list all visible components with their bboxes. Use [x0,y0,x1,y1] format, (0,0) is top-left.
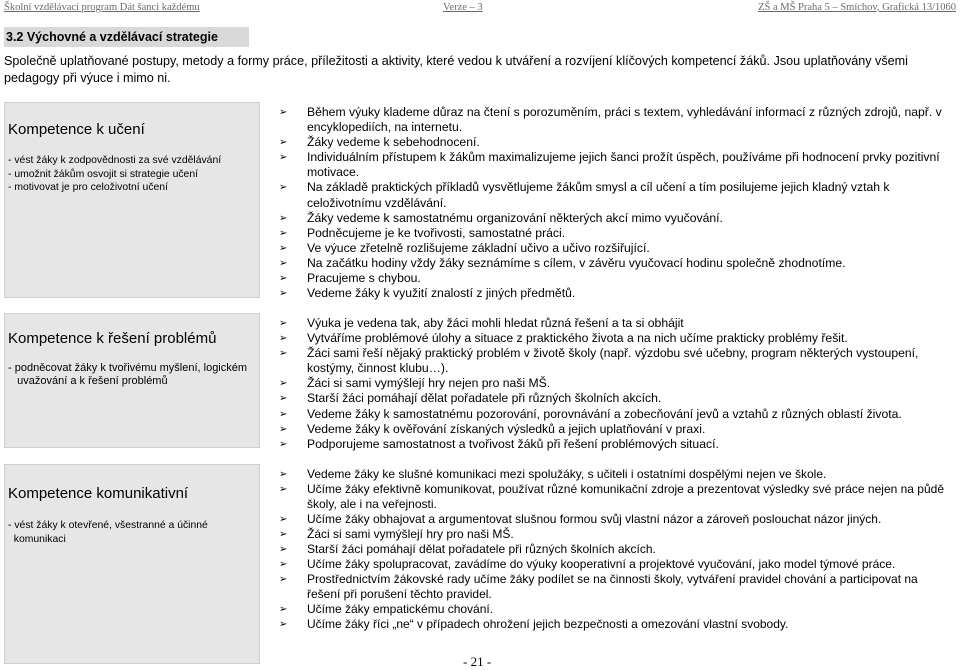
arrow-bullet-icon: ➢ [279,393,288,405]
arrow-bullet-icon: ➢ [279,242,288,254]
goal-item: - vést žáky k otevřené, všestranné a účinné [8,520,208,531]
arrow-bullet-icon: ➢ [279,619,288,630]
strategy-item: ➢ Žáci si sami vymýšlejí hry pro naši MŠ. [279,527,514,541]
arrow-bullet-icon: ➢ [279,152,288,164]
arrow-bullet-icon: ➢ [279,273,288,285]
strategy-item: ➢ Pracujeme s chybou. [279,271,421,286]
arrow-bullet-icon: ➢ [279,378,288,390]
competence-box-problem-solving [4,313,260,448]
strategy-list-learning [272,105,952,301]
arrow-bullet-icon: ➢ [279,257,288,269]
header-left: Školní vzdělávací program Dát šanci každému [4,2,200,13]
strategy-item: ➢ Učíme žáky efektivně komunikovat, používat různé komunikační zdroje a prezentovat výsledky své práce nejen na půdě školy, ale i na veřejnosti. [279,482,945,511]
arrow-bullet-icon: ➢ [279,182,288,194]
strategy-item: ➢ Na začátku hodiny vždy žáky seznámíme s cílem, v závěru vyučovací hodinu společně zhodnotíme. [279,255,846,270]
strategy-item: ➢ Vedeme žáky ke slušné komunikaci mezi spolužáky, s učiteli i ostatními dospělými nejen ve škole. [279,467,827,481]
page-header [0,0,960,16]
arrow-bullet-icon: ➢ [279,227,288,239]
strategy-item: ➢ Žáci si sami vymýšlejí hry nejen pro naši MŠ. [279,376,551,391]
strategy-item: ➢ Výuka je vedena tak, aby žáci mohli hledat různá řešení a ta si obhájit [279,316,684,330]
arrow-bullet-icon: ➢ [279,333,288,345]
goal-item: - motivovat je pro celoživotní učení [8,182,168,193]
arrow-bullet-icon: ➢ [279,137,288,149]
arrow-bullet-icon: ➢ [279,559,288,570]
goal-item: - podněcovat žáky k tvořivému myšlení, logickém [8,362,248,374]
arrow-bullet-icon: ➢ [279,604,288,615]
competence-goals [8,362,247,388]
arrow-bullet-icon: ➢ [279,438,288,450]
strategy-item: ➢ Vytváříme problémové úlohy a situace z praktického života a na nich učíme prakticky problémy řešit. [279,331,848,346]
arrow-bullet-icon: ➢ [279,484,288,495]
arrow-bullet-icon: ➢ [279,529,288,540]
competence-title: Kompetence k učení [8,121,145,138]
arrow-bullet-icon: ➢ [279,348,288,360]
strategy-item: ➢ Individuálním přístupem k žákům maximalizujeme jejich šanci prožít úspěch, používáme při hodnocení prvky pozitivní motivace. [279,150,940,180]
arrow-bullet-icon: ➢ [279,408,288,420]
strategy-item: ➢ Starší žáci pomáhají dělat pořadatele při různých školních akcích. [279,391,662,406]
goal-item: - vést žáky k zodpovědnosti za své vzdělávání [8,155,222,166]
strategy-item: ➢ Žáci sami řeší nějaký praktický problém v životě školy (např. výzdobu své učebny, program některých vystoupení, kostýmy, činnost klubu…). [279,346,919,376]
competence-box-learning [4,102,260,298]
competence-title: Kompetence komunikativní [8,485,189,502]
strategy-item: ➢ Žáky vedeme k samostatnému organizování některých akcí mimo vyučování. [279,210,723,225]
strategy-item: ➢ Na základě praktických příkladů vysvětlujeme žákům smysl a cíl učení a tím posilujeme jejich kladný vztah k celoživotnímu vzdělávání. [279,180,890,210]
arrow-bullet-icon: ➢ [279,514,288,525]
competence-box-communication [4,464,260,664]
arrow-bullet-icon: ➢ [279,544,288,555]
arrow-bullet-icon: ➢ [279,423,288,435]
competence-goals [8,154,221,195]
arrow-bullet-icon: ➢ [279,574,288,585]
arrow-bullet-icon: ➢ [279,212,288,224]
goal-item: komunikaci [8,533,66,545]
strategy-item: ➢ Žáky vedeme k sebehodnocení. [279,135,480,150]
strategy-item: ➢ Podporujeme samostatnost a tvořivost žáků při řešení problémových situací. [279,436,719,451]
strategy-item: ➢ Vedeme žáky k samostatnému pozorování, porovnávání a zobecňování jevů a vztahů z různých oblastí života. [279,406,902,421]
strategy-list-problem-solving [272,316,952,452]
strategy-item: ➢ Učíme žáky spolupracovat, zavádíme do výuky kooperativní a projektové vyučování, jako model týmové práce. [279,557,896,571]
strategy-item: ➢ Učíme žáky empatickému chování. [279,602,494,616]
strategy-item: ➢ Prostřednictvím žákovské rady učíme žáky podílet se na činnosti školy, vytváření pravidel chování a participovat na řešení při porušení těchto pravidel. [279,572,918,601]
strategy-item: ➢ Podněcujeme je ke tvořivosti, samostatné práci. [279,225,566,240]
goal-item: uvažování a k řešení problémů [8,375,168,387]
header-center: Verze – 3 [443,2,483,13]
arrow-bullet-icon: ➢ [279,288,288,300]
strategy-item: ➢ Vedeme žáky k využití znalostí z jiných předmětů. [279,286,576,301]
goal-item: - umožnit žákům osvojit si strategie učení [8,168,198,180]
arrow-bullet-icon: ➢ [279,107,288,118]
strategy-item: ➢ Učíme žáky obhajovat a argumentovat slušnou formou svůj vlastní názor a zároveň poslouchat názor jiných. [279,512,882,526]
arrow-bullet-icon: ➢ [279,318,288,329]
header-right: ZŠ a MŠ Praha 5 – Smíchov, Grafická 13/1060 [758,2,956,13]
strategy-item: ➢ Ve výuce zřetelně rozlišujeme základní učivo a učivo rozšiřující. [279,240,650,255]
section-title: 3.2 Výchovné a vzdělávací strategie [4,27,249,47]
strategy-item: ➢ Učíme žáky říci „ne“ v případech ohrožení jejich bezpečnosti a omezování vlastní svobody. [279,617,789,631]
strategy-item: ➢ Vedeme žáky k ověřování získaných výsledků a jejich uplatňování v praxi. [279,421,706,436]
section-intro: Společně uplatňované postupy, metody a formy práce, příležitosti a aktivity, které vedou k utváření a rozvíjení klíčových kompetencí žáků. Jsou uplatňovány všemi pedagogy při výuce i mimo ni. [4,54,908,85]
competence-goals [8,519,208,546]
page-number: - 21 - [463,654,492,669]
strategy-item: ➢ Během výuky klademe důraz na čtení s porozuměním, práci s textem, vyhledávání informací z různých zdrojů, např. v encyklopediích, na internetu. [279,105,942,135]
strategy-item: ➢ Starší žáci pomáhají dělat pořadatele při různých školních akcích. [279,542,656,556]
strategy-list-communication [272,467,952,632]
competence-title: Kompetence k řešení problémů [8,330,217,347]
arrow-bullet-icon: ➢ [279,469,288,480]
